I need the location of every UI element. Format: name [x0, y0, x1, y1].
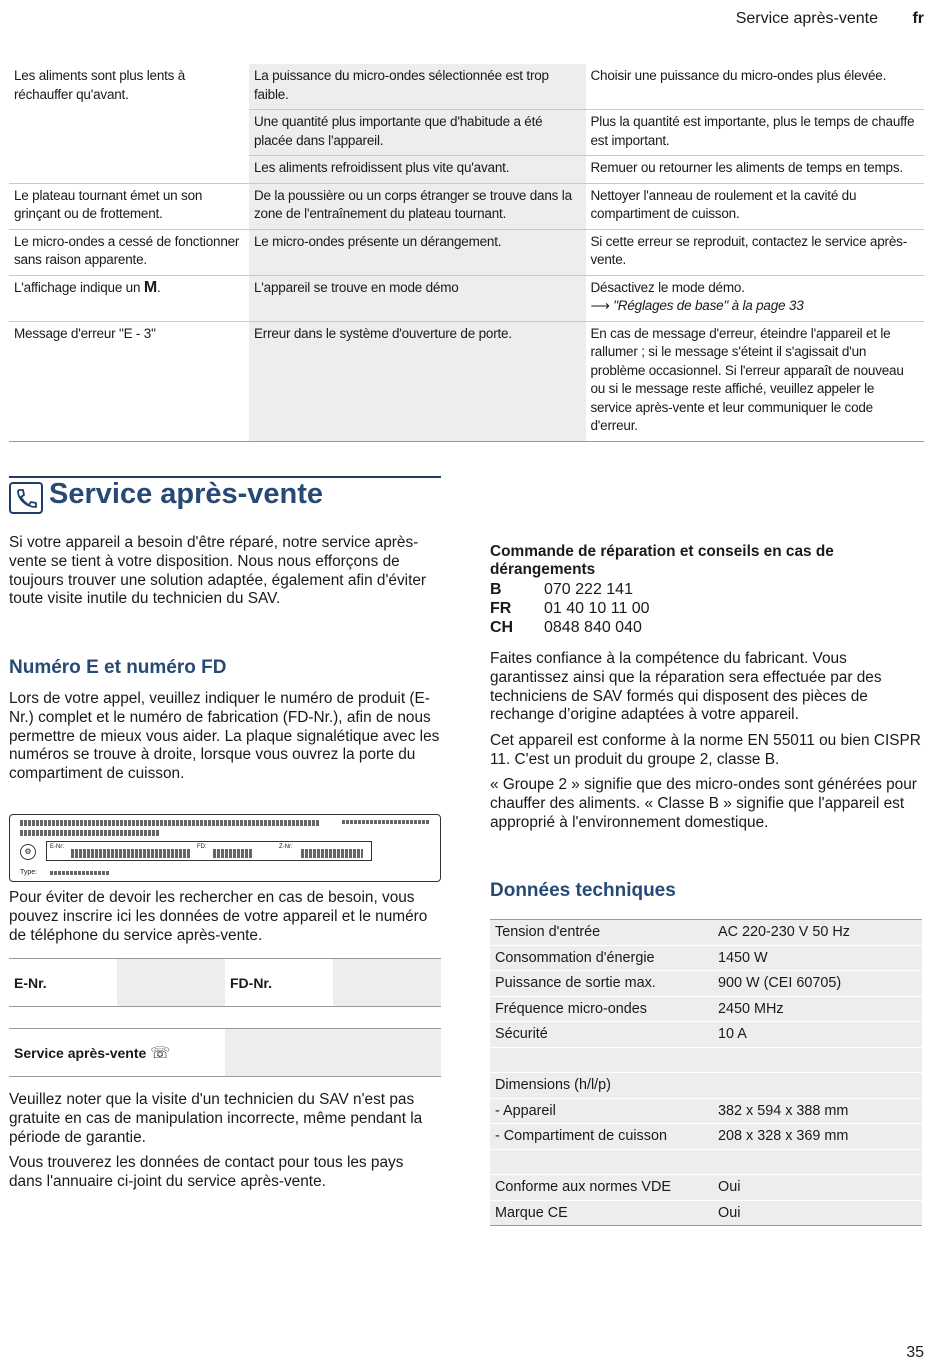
spec-value: 208 x 328 x 369 mm	[713, 1124, 922, 1150]
spec-value: 2450 MHz	[713, 996, 922, 1022]
cause-cell: Une quantité plus importante que d'habitude a été placée dans l'appareil.	[249, 110, 586, 156]
plate-number-field	[46, 841, 372, 861]
spec-value: Oui	[713, 1200, 922, 1226]
display-symbol: M	[143, 278, 157, 296]
table-row	[490, 618, 650, 637]
problem-prefix: L'affichage indique un	[14, 279, 144, 295]
table-row	[9, 156, 924, 184]
spec-value: 10 A	[713, 1022, 922, 1048]
spec-label	[490, 1149, 713, 1175]
plate-type-label: Type:	[20, 869, 38, 876]
remedy-cell: En cas de message d'erreur, éteindre l'appareil et le rallumer ; si le message s'éteint il s'agissait d'un problème occasionnel. Si l'erreur apparaît de nouveau ou si le message reste affiché, veuillez appeler le service après-vente et leur communiquer le code d'erreur.	[586, 321, 925, 441]
cause-cell: De la poussière ou un corps étranger se trouve dans la zone de l'entraînement du plateau tournant.	[249, 183, 586, 229]
table-row	[490, 1047, 922, 1073]
cause-cell: La puissance du micro-ondes sélectionnée est trop faible.	[249, 64, 586, 110]
spec-label: - Appareil	[490, 1098, 713, 1124]
fdnr-label: FD-Nr.	[230, 974, 272, 991]
table-row	[9, 275, 924, 321]
remedy-cell: Si cette erreur se reproduit, contactez le service après-vente.	[586, 229, 925, 275]
country-code: FR	[490, 599, 512, 617]
spec-label: - Compartiment de cuisson	[490, 1124, 713, 1150]
spec-value: 1450 W	[713, 945, 922, 971]
record-text: Pour éviter de devoir les rechercher en cas de besoin, vous pouvez inscrire ici les données de votre appareil et le numéro de téléphone du service après-vente.	[9, 889, 428, 944]
fdnr-field[interactable]	[333, 959, 441, 1007]
cause-cell: Le micro-ondes présente un dérangement.	[249, 229, 586, 275]
enr-field[interactable]	[117, 959, 225, 1007]
section-heading	[9, 476, 441, 518]
table-row	[490, 1124, 922, 1150]
table-row	[9, 183, 924, 229]
problem-cell: Les aliments sont plus lents à réchauffer qu'avant.	[14, 68, 186, 102]
spec-label: Tension d'entrée	[490, 920, 713, 946]
telephone-icon: ☏	[150, 1044, 171, 1062]
header-section-title: Service après-vente	[735, 10, 878, 27]
arrow-right-icon: ⟶	[590, 298, 610, 313]
table-row	[9, 229, 924, 275]
country-code: B	[490, 580, 502, 598]
spec-value: 900 W (CEI 60705)	[713, 971, 922, 997]
table-row	[490, 1098, 922, 1124]
phone-number: 01 40 10 11 00	[544, 599, 650, 617]
country-code: CH	[490, 618, 514, 636]
remedy-cell: Choisir une puissance du micro-ondes plus élevée.	[590, 68, 887, 83]
phone-number: 0848 840 040	[544, 618, 642, 636]
table-row	[490, 996, 922, 1022]
tech-data-table	[490, 919, 922, 1226]
service-intro: Si votre appareil a besoin d'être réparé, notre service après-vente se tient à votre disposition. Nous nous efforçons de toujours trouver une solution adaptée, également afin d'éviter toute visite inutile du technicien du SAV.	[9, 534, 427, 608]
table-row	[490, 1175, 922, 1201]
section-title: Service après-vente	[49, 478, 324, 510]
contact-directory-note: Vous trouverez les données de contact pour tous les pays dans l'annuaire ci-joint du service après-vente.	[9, 1154, 404, 1190]
table-row	[490, 1022, 922, 1048]
table-row	[490, 945, 922, 971]
contact-table	[490, 580, 650, 637]
manufacturer-paragraph: Faites confiance à la compétence du fabricant. Vous garantissez ainsi que la réparation sera effectuée par des techniciens de SAV formés qui disposent des pièces de rechange d’origine adaptées à votre appareil.	[490, 650, 882, 724]
header-language: fr	[912, 10, 924, 27]
problem-suffix: .	[156, 279, 161, 295]
spec-label: Sécurité	[490, 1022, 713, 1048]
table-row	[9, 110, 924, 156]
cause-cell: L'appareil se trouve en mode démo	[249, 275, 586, 321]
problem-cell	[9, 275, 249, 321]
problem-cell: Message d'erreur "E - 3"	[9, 321, 249, 441]
remedy-cell: Nettoyer l'anneau de roulement et la cavité du compartiment de cuisson.	[586, 183, 925, 229]
sav-label-cell	[9, 1029, 225, 1077]
remedy-cell	[586, 275, 925, 321]
enr-label: E-Nr.	[14, 974, 47, 991]
spec-label: Marque CE	[490, 1200, 713, 1226]
plate-znr-label: Z-Nr:	[279, 844, 293, 850]
spec-value	[713, 1047, 922, 1073]
phone-icon	[9, 482, 43, 514]
table-row	[9, 321, 924, 441]
table-row	[9, 64, 924, 110]
table-row	[490, 1073, 922, 1099]
sav-phone-field[interactable]	[225, 1029, 441, 1077]
remedy-text: Désactivez le mode démo.	[590, 279, 745, 295]
table-row	[9, 959, 441, 1007]
group-paragraph: « Groupe 2 » signifie que des micro-ondes sont générées pour chauffer des aliments. « Classe B » signifie que l'appareil est approprié à l'environnement domestique.	[490, 776, 917, 831]
device-record-table	[9, 958, 441, 1077]
table-row	[490, 599, 650, 618]
spec-value: 382 x 594 x 388 mm	[713, 1098, 922, 1124]
norm-paragraph: Cet appareil est conforme à la norme EN 55011 ou bien CISPR 11. C'est un produit du groupe 2, classe B.	[490, 732, 921, 768]
spec-value	[713, 1073, 922, 1099]
cause-cell: Erreur dans le système d'ouverture de porte.	[249, 321, 586, 441]
spec-label: Consommation d'énergie	[490, 945, 713, 971]
spec-label: Puissance de sortie max.	[490, 971, 713, 997]
table-row	[490, 1200, 922, 1226]
cause-cell: Les aliments refroidissent plus vite qu'avant.	[249, 156, 586, 184]
spec-value: Oui	[713, 1175, 922, 1201]
page-header	[0, 8, 950, 30]
table-row	[490, 971, 922, 997]
spec-value	[713, 1149, 922, 1175]
spec-label: Fréquence micro-ondes	[490, 996, 713, 1022]
trouble-table	[9, 64, 924, 442]
contact-heading: Commande de réparation et conseils en cas de dérangements	[490, 543, 834, 578]
remedy-cell: Remuer ou retourner les aliments de temps en temps.	[586, 156, 925, 184]
page-reference: "Réglages de base" à la page 33	[613, 298, 804, 313]
table-row	[490, 1149, 922, 1175]
problem-cell: Le micro-ondes a cessé de fonctionner sans raison apparente.	[9, 229, 249, 275]
phone-number: 070 222 141	[544, 580, 633, 598]
problem-cell: Le plateau tournant émet un son grinçant ou de frottement.	[9, 183, 249, 229]
table-row	[490, 920, 922, 946]
problem-cell	[9, 156, 249, 184]
cost-note: Veuillez noter que la visite d'un technicien du SAV n'est pas gratuite en cas de manipulation incorrecte, même pendant la période de garantie.	[9, 1091, 423, 1146]
plate-fd-label: FD:	[197, 844, 207, 850]
rating-plate-illustration	[9, 814, 441, 882]
table-row	[9, 1029, 441, 1077]
plate-enr-label: E-Nr:	[50, 844, 64, 850]
spec-label: Dimensions (h/l/p)	[490, 1073, 713, 1099]
spec-label: Conforme aux normes VDE	[490, 1175, 713, 1201]
enumber-text: Lors de votre appel, veuillez indiquer le numéro de produit (E-Nr.) complet et le numéro de fabrication (FD-Nr.), afin de nous permettre de mieux vous aider. La plaque signalétique avec les numéros se trouve à droite, lorsque vous ouvrez la porte du compartiment de cuisson.	[9, 690, 440, 783]
sav-label: Service après-vente	[14, 1044, 147, 1061]
table-row	[490, 580, 650, 599]
tech-heading: Données techniques	[490, 880, 676, 901]
spec-value: AC 220-230 V 50 Hz	[713, 920, 922, 946]
page-number: 35	[906, 1344, 924, 1361]
spec-label	[490, 1047, 713, 1073]
problem-cell	[9, 110, 249, 156]
enumber-heading: Numéro E et numéro FD	[9, 657, 227, 678]
remedy-cell: Plus la quantité est importante, plus le temps de chauffe est important.	[586, 110, 925, 156]
plate-logo-icon: ⚙	[20, 844, 36, 860]
